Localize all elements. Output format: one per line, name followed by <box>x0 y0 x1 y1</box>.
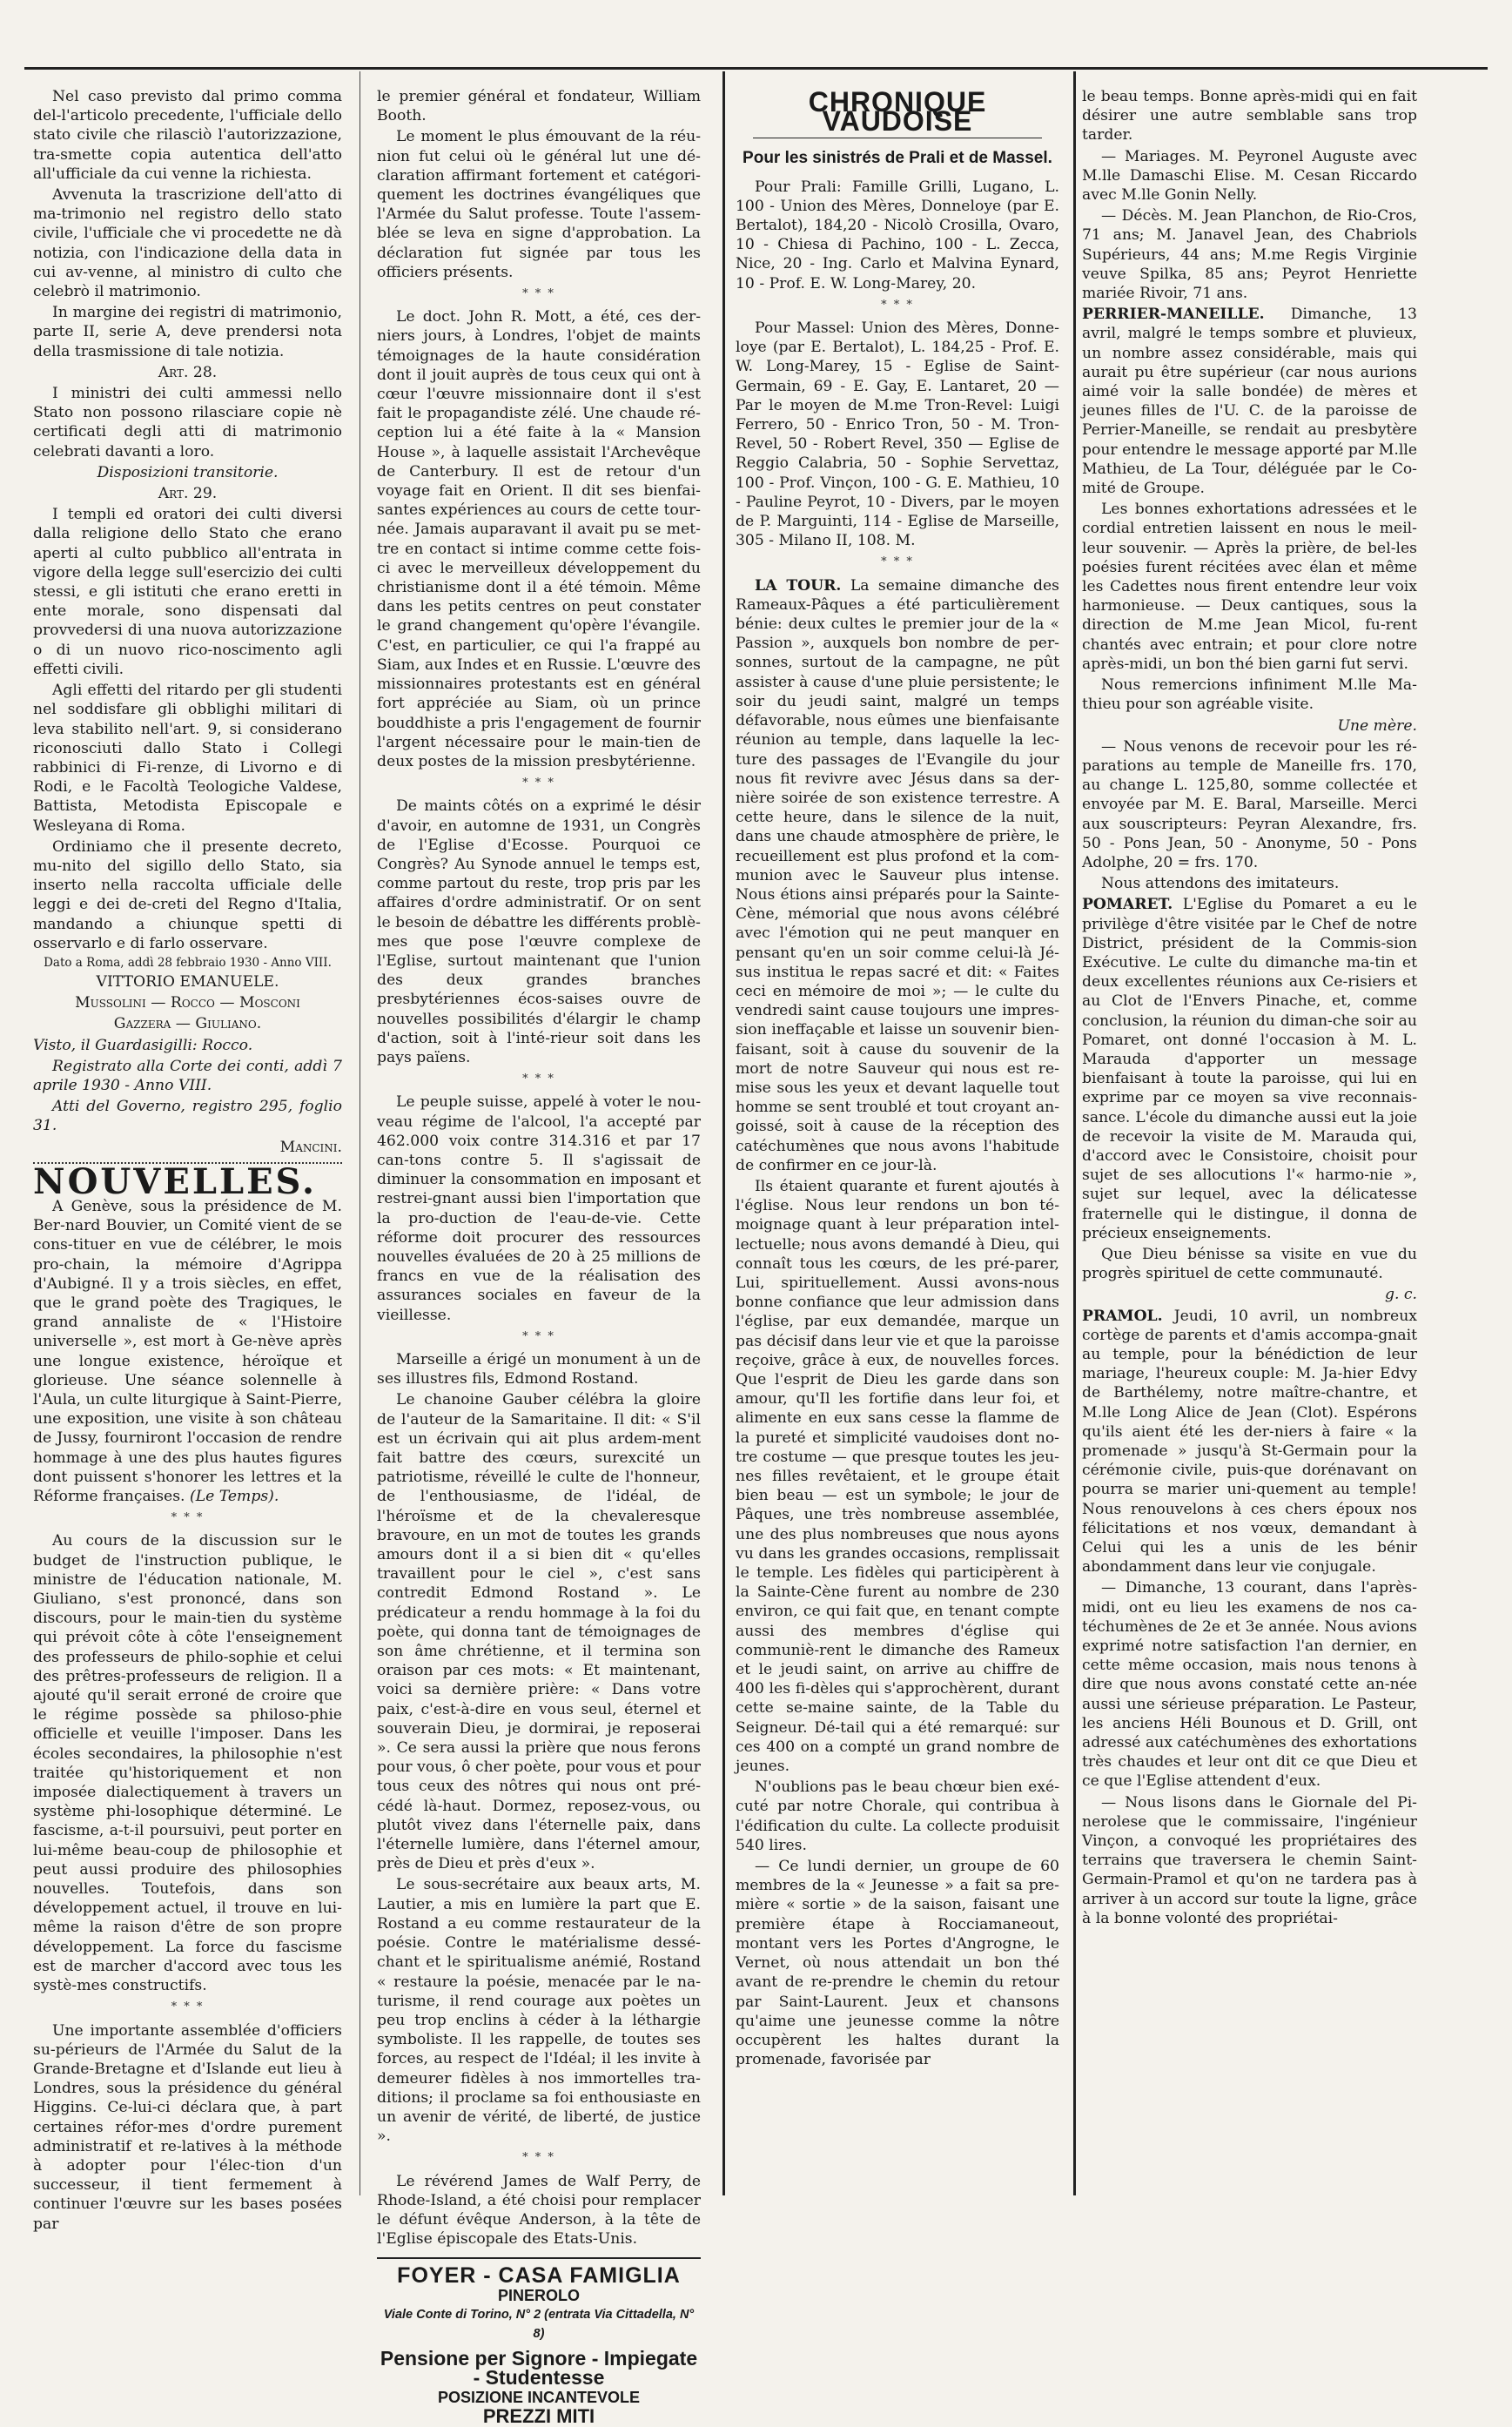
column-3 <box>736 87 1059 2194</box>
source: (Le Temps). <box>189 1488 279 1506</box>
registration: Registrato alla Corte dei conti, addì 7 aprile 1930 - Anno VIII. <box>33 1057 342 1094</box>
ad-title: FOYER - CASA FAMIGLIA <box>397 2263 681 2289</box>
paragraph: In margine dei registri di matrimonio, parte II, serie A, deve prendersi nota della trasmissione di tale notizia. <box>33 304 342 360</box>
ad-headline: Pensione per Signore - Impiegate - Studentesse <box>380 2347 698 2390</box>
paragraph: Une importante assemblée d'officiers su-périeurs de l'Armée du Salut de la Grande-Bretagne et d'Islande eut lieu à Londres, sous la présidence du général Higgins. Ce-lui-ci déclara que, à part certaines réfor-mes d'ordre purement administratif et re-latives à la méthode à adopter pour l'élec-tion d'un successeur, il tient fermement à continuer l'œuvre sur les bases posées par <box>33 2021 342 2233</box>
ad-price: PREZZI MITI <box>482 2404 595 2427</box>
article-number: Art. 29. <box>158 485 218 503</box>
signature: g. c. <box>1384 1286 1417 1304</box>
paragraph <box>1082 1307 1417 1577</box>
paragraph: Ordiniamo che il presente decreto, mu-nito del sigillo dello Stato, sia inserto nella raccolta ufficiale delle leggi e dei de-creti del Regno d'Italia, mandando a chiunque spetti di osservarlo e di farlo osservare. <box>33 837 342 952</box>
paragraph: — Mariages. M. Peyronel Auguste avec M.lle Damaschi Elise. M. Cesan Riccardo avec M.lle Gonin Nelly. <box>1082 147 1417 205</box>
paragraph-lead: POMARET. <box>1082 896 1173 914</box>
paragraph-lead: LA TOUR. <box>755 576 842 595</box>
paragraph: Que Dieu bénisse sa visite en vue du progrès spirituel de cette communauté. <box>1082 1245 1417 1283</box>
article-number: Art. 28. <box>158 363 218 381</box>
paragraph <box>33 1197 342 1506</box>
paragraph <box>1082 895 1417 1243</box>
paragraph: Le moment le plus émouvant de la réu-nion fut celui où le général lut une dé-claration affirmant fortement et catégori-quement les doctrines évangéliques que l'Armée du Salut professe. Toute l'assem-blée se leva en signe d'approbation. La déclaration fut signée par tous les officiers présents. <box>377 128 701 281</box>
paragraph: — Ce lundi dernier, un groupe de 60 membres de la « Jeunesse » a fait sa pre-mière « sortie » de la saison, faisant une première étape à Rocciamaneout, montant vers les Portes d'Angrogne, le Vernet, où nous attendait un bon thé avant de re-prendre le chemin du retour par Saint-Laurent. Jeux et chansons qu'aime une jeunesse comme la nôtre occupèrent les haltes durant la promenade, favorisée par <box>736 1858 1059 2069</box>
paragraph-lead: PERRIER-MANEILLE. <box>1082 306 1265 324</box>
paragraph: Marseille a érigé un monument à un de ses illustres fils, Edmond Rostand. <box>377 1351 701 1388</box>
paragraph: le beau temps. Bonne après-midi qui en fait désirer une autre semblable sans trop tarder. <box>1082 88 1417 145</box>
signatory: VITTORIO EMANUELE. <box>96 972 279 991</box>
separator: * * * <box>522 2151 555 2165</box>
separator: * * * <box>881 298 914 312</box>
separator: * * * <box>522 1329 555 1343</box>
paragraph-text: L'Eglise du Pomaret a eu le privilège d'être visitée par le Chef de notre District, président de la Commis-sion Exécutive. Le culte du dimanche ma-tin et deux excellentes réunions aux Ce-risiers et au Clot de l'Envers Pinache, et, comme conclusion, la réunion du diman-che soir au Pomaret, ont donné l'occasion à M. L. Marauda d'apporter un message bienfaisant à toute la paroisse, qui lui en exprime par ce moyen sa vive reconnais-sance. L'école du dimanche aussi eut la joie de recevoir la visite de M. Marauda qui, d'accord avec le Consistoire, choisit pour sujet de ses allocutions l'« harmo-nie », sujet sur lequel, avec la délicatesse fraternelle qui le distingue, il donna de précieux enseignements. <box>1082 896 1417 1242</box>
separator: * * * <box>171 1511 205 1525</box>
paragraph: I templi ed oratori dei culti diversi dalla religione dello Stato che erano aperti al culto pubblico all'entrata in vigore della legge sull'esercizio dei culti stessi, e gli istituti che erano eretti in ente morale, sono dispensati dal provvedersi di una nuova autorizzazione o di un nuovo rico-noscimento agli effetti civili. <box>33 506 342 678</box>
section-heading: Disposizioni transitorie. <box>97 463 279 481</box>
paragraph: Nous remercions infiniment M.lle Ma-thieu pour son agréable visite. <box>1082 676 1417 714</box>
paragraph: Nous attendons des imitateurs. <box>1101 875 1340 893</box>
top-rule <box>24 67 1488 70</box>
paragraph: le premier général et fondateur, William Booth. <box>377 88 701 125</box>
paragraph: — Nous lisons dans le Giornale del Pi-nerolese que le commissaire, l'ingénieur Vinçon, a convoqué les propriétaires des terrains que traversera le chemin Saint-Germain-Pramol et qu'on ne tardera pas à arriver à un accord sur toute la ligne, grâce à la bonne volonté des propriétai- <box>1082 1793 1417 1927</box>
paragraph-lead: PRAMOL. <box>1082 1307 1163 1325</box>
decree-date: Dato a Roma, addì 28 febbraio 1930 - Anno VIII. <box>44 955 332 970</box>
paragraph: N'oublions pas le beau chœur bien exé-cuté par notre Chorale, qui contribua à l'édification du culte. La collecte produisit 540 lires. <box>736 1778 1059 1854</box>
section-title: CHRONIQUE VAUDOISE <box>808 86 987 138</box>
column-2 <box>377 87 701 2427</box>
paragraph-text: La semaine dimanche des Rameaux-Pâques a été particulièrement bénie: deux cultes le premier jour de la « Passion », auxquels bon nombre de per-sonnes, surtout de la campagne, ne pût assister à cause d'une pluie persistente; le soir du jeudi saint, malgré un temps défavorable, nous eûmes une bienfaisante réunion au temple, dans laquelle la lec-ture des passages de l'Evangile du jour nous fit revivre avec Jésus dans sa der-nière soirée de son existence terrestre. A cette heure, dans le silence de la nuit, dans une chaude atmosphère de prière, le recueillement est plus profond et la com-munion avec le Sauveur plus intense. Nous étions ainsi préparés pour la Sainte-Cène, mémorial que nous avons célébré avec l'émotion qui ne peut manquer en pensant qu'en un soir comme celui-là Jé-sus institua le repas sacré et dit: « Faites ceci en mémoire de moi »; — le culte du vendredi saint cause toujours une impres-sion ineffaçable et laisse un souvenir bien-faisant, soit à cause du souvenir de la mort de notre Sauveur qui nous est re-mise sous les yeux et devant laquelle tout homme se sent troublé et tout croyant an-goissé, soit à cause de la réception des catéchumènes que nous avons l'habitude de confirmer en ce jour-là. <box>736 576 1059 1174</box>
ministers: Mussolini — Rocco — Mosconi <box>75 994 300 1012</box>
paragraph <box>736 576 1059 1175</box>
paragraph: Le peuple suisse, appelé à voter le nou-veau régime de l'alcool, l'a accepté par 462.000 voix contre 314.316 et par 17 can-tons contre 5. Il s'agissait de diminuer la consommation en imposant et restrei-gnant aussi bien l'importation que la pro-duction de l'eau-de-vie. Cette réforme doit procurer des ressources nouvelles évaluées de 20 à 25 millions de francs en vue de la réalisation des assurances sociales en faveur de la vieillesse. <box>377 1093 701 1324</box>
ad-city: PINEROLO <box>497 2286 580 2304</box>
ad-feature: POSIZIONE INCANTEVOLE <box>437 2388 641 2406</box>
column-1 <box>33 87 342 2233</box>
paragraph: Ils étaient quarante et furent ajoutés à l'église. Nous leur rendons un bon té-moignage quant à leur préparation intel-lectuelle; nous avons demandé à Dieu, qui connaît tous les cœurs, de les pré-parer, Lui, spirituellement. Aussi avons-nous bonne confiance que leur admission dans l'église, par eux demandée, marque un pas décisif dans leur vie et que la paroisse reçoive, grâce à eux, de nouvelles forces. Que l'esprit de Dieu les garde dans son amour, qu'Il les fortifie dans leur foi, et alimente en eux sans cesse la flamme de la pureté et simplicité vaudoises dont no-tre costume — que presque toutes les jeu-nes filles revêtaient, et le groupe était bien beau — est un symbole; le jour de Pâques, une très nombreuse assemblée, une des plus nombreuses que nous ayons vu dans les grandes occasions, remplissait le temple. Les fidèles qui participèrent à la Sainte-Cène furent au nombre de 230 environ, ce qui fait que, en tenant compte aussi des membres d'église qui communiè-rent le dimanche des Rameux et le jeudi saint, on arrive au chiffre de 400 les fi-dèles qui s'approchèrent, durant cette se-maine sainte, de la Table du Seigneur. Dé-tail qui a été remarqué: sur ces 400 on a compté un grand nombre de jeunes. <box>736 1177 1059 1776</box>
separator: * * * <box>171 2000 205 2014</box>
ministers: Gazzera — Giuliano. <box>113 1015 262 1033</box>
registration: Atti del Governo, registro 295, foglio 31. <box>33 1098 342 1135</box>
paragraph: De maints côtés on a exprimé le désir d'avoir, en automne de 1931, un Congrès de l'Eglise d'Ecosse. Pourquoi ce Congrès? Au Synode annuel le temps est, comme partout du reste, trop pris par les affaires d'ordre administratif. Or on sent le besoin de débattre les différents problè-mes que pose l'œuvre complexe de l'Eglise, surtout maintenant que l'union des deux grandes branches presbytériennes écos-saises ouvre de nouvelles possibilités d'élargir le champ d'action, soit à l'inté-rieur soit dans les pays païens. <box>377 797 701 1066</box>
paragraph: Nel caso previsto dal primo comma del-l'articolo precedente, l'ufficiale dello stato civile che rilasciò l'autorizzazione, tra-smette copia autentica dell'atto all'ufficiale da cui venne la richiesta. <box>33 88 342 183</box>
paragraph <box>736 319 1059 550</box>
paragraph-text: A Genève, sous la présidence de M. Ber-nard Bouvier, un Comité vient de se cons-tituer en vue de célébrer, le mois pro-chain, la mémoire d'Agrippa d'Aubigné. Il y a trois siècles, en effet, que le grand poète des Tragiques, le grand annaliste de « l'Histoire universelle », est mort à Ge-nève après une longue existence, héroïque et glorieuse. Une séance solennelle à l'Aula, un culte liturgique à Saint-Pierre, une exposition, une visite à son château de Jussy, fourniront l'occasion de rendre hommage à une des plus hautes figures dont puissent s'honorer les lettres et la Réforme françaises. <box>33 1197 342 1506</box>
paragraph-text: Dimanche, 13 avril, malgré le temps sombre et pluvieux, un nombre assez considérable, mais qui aurait pu être supérieur (car nous aurions aimé voir la salle bondée) de mères et jeunes filles de l'U. C. de la paroisse de Perrier-Maneille, se rendait au presbytère pour entendre le message apporté par M.lle Mathieu, de La Tour, déléguée par le Co-mité de Groupe. <box>1082 306 1417 498</box>
paragraph: Au cours de la discussion sur le budget de l'instruction publique, le ministre de l'éducation nationale, M. Giuliano, s'est prononcé, dans son discours, pour le main-tien du système qui prévoit côte à côte l'enseignement des professeurs de philo-sophie et celui des prêtres-professeurs de religion. Il a ajouté qu'il serait erroné de croire que le régime possède sa philoso-phie officielle et veuille l'imposer. Dans les écoles secondaires, la philosophie n'est traitée qu'historiquement et non imposée dialectiquement à travers un système phi-losophique déterminé. Le fascisme, a-t-il poursuivi, peut porter en lui-même beau-coup de philosophie et peut aussi produire des philosophies nouvelles. Toutefois, dans son développement actuel, il trouve en lui-même la raison d'être de son propre développement. La force du fascisme est de marcher d'accord avec tous les systè-mes constructifs. <box>33 1532 342 1995</box>
paragraph: Le chanoine Gauber célébra la gloire de l'auteur de la Samaritaine. Il dit: « S'il est un écrivain qui ait plus ardem-ment fait battre des cœurs, surexcité un patriotisme, réveillé le culte de l'honneur, de l'enthousiasme, de l'idéal, de l'héroïsme et de la chevaleresque bravoure, en un mot de toutes les grands amours dont il a si bien dit « qu'elles travaillent pour le ciel », c'est sans contredit Edmond Rostand ». Le prédicateur a rendu hommage à la foi du poète, qui donna tant de témoignages de son âme chrétienne, et il termina son oraison par ces mots: « Et maintenant, voici sa dernière prière: « Dans votre paix, c'est-à-dire en vous seul, éternel et souverain Dieu, je dormirai, je reposerai ». Ce sera aussi la prière que nous ferons pour vous, ô cher poète, pour vous et pour tous ceux des nôtres qui nous ont pré-cédé là-haut. Dormez, reposez-vous, ou plutôt vivez dans l'éternelle paix, dans l'éternelle lumière, dans l'éternel amour, près de Dieu et près d'eux ». <box>377 1391 701 1873</box>
paragraph: Agli effetti del ritardo per gli studenti nel soddisfare gli obblighi militari di leva stabilito nell'art. 9, si considerano riconosciuti dallo Stato i Collegi rabbinici di Fi-renze, di Livorno e di Rodi, e le Facoltà Teologiche Valdese, Battista, Metodista Episcopale e Wesleyana di Roma. <box>33 682 342 835</box>
paragraph: Les bonnes exhortations adressées et le cordial entretien laissent en nous le meil-leur souvenir. — Après la prière, de bel-les poésies furent récitées avec élan et même les Cadettes nous firent entendre leur voix harmonieuse. — Deux cantiques, sous la direction de M.me Jean Micol, fu-rent chantés avec entrain; et pour clore notre après-midi, un bon thé bien garni fut servi. <box>1082 501 1417 673</box>
paragraph: — Dimanche, 13 courant, dans l'après-midi, ont eu lieu les examens de nos ca-téchumènes de 2e et 3e année. Nous avions exprimé notre satisfaction l'an dernier, en cette même occasion, mais nous tenons à dire que nous avons constaté cette an-née aussi une sérieuse préparation. Le Pasteur, les anciens Héli Bounous et D. Grill, ont adressé aux catéchumènes des exhortations très chaudes et leur ont dit ce que Dieu et ce que l'Eglise attendent d'eux. <box>1082 1579 1417 1791</box>
paragraph: — Décès. M. Jean Planchon, de Rio-Cros, 71 ans; M. Janavel Jean, des Chabriols Supérieurs, 44 ans; M.me Regis Virginie veuve Spilka, 85 ans; Peyrot Henriette mariée Rivoir, 71 ans. <box>1082 207 1417 303</box>
signature: Une mère. <box>1337 716 1417 735</box>
ad-address: Viale Conte di Torino, N° 2 (entrata Via Cittadella, N° 8) <box>383 2307 695 2341</box>
signature: M. <box>895 532 916 550</box>
paragraph-text: Jeudi, 10 avril, un nombreux cortège de parents et d'amis accompa-gnait au temple, pour la bénédiction de leur mariage, l'heureux couple: M. Ja-hier Edvy de Barthélemy, notre maître-chantre, et M.lle Long Alice de Jean (Clot). Espérons qu'ils aient été les der-niers à faire « la promenade » jusqu'à St-Germain pour la cérémonie civile, puis-que dorénavant on pourra se marier uni-quement au temple! Nous renouvelons à ces chers époux nos félicitations et nos vœux, demandant à Celui qui les a unis de les bénir abondamment dans leur vie conjugale. <box>1082 1307 1417 1577</box>
advertisement <box>377 2257 701 2426</box>
paragraph-text: Pour Massel: Union des Mères, Donne-loye (par E. Bertalot), L. 184,25 - Prof. E. W. Long-Marey, 15 - Eglise de Saint-Germain, 69 - E. Gay, E. Lantaret, 20 — Par le moyen de M.me Tron-Revel: Luigi Ferrero, 50 - Enrico Tron, 50 - M. Tron-Revel, 50 - Robert Revel, 350 — Eglise de Reggio Calabria, 50 - Sophie Servettaz, 100 - Prof. Vinçon, 100 - G. E. Mathieu, 10 - Pauline Peyrot, 10 - Divers, par le moyen de P. Marguinti, 114 - Eglise de Marseille, 305 - Milano II, 108. <box>736 319 1059 550</box>
column-4 <box>1082 87 1417 2194</box>
separator: * * * <box>522 1072 555 1086</box>
paragraph: Le révérend James de Walf Perry, de Rhode-Island, a été choisi pour remplacer le défunt évêque Anderson, à la tête de l'Eglise épiscopale des Etats-Unis. <box>377 2172 701 2249</box>
paragraph: Pour Prali: Famille Grilli, Lugano, L. 100 - Union des Mères, Donneloye (par E. Bertalot), 184,20 - Nicolò Crosilla, Ovaro, 10 - Chiesa di Pachino, 100 - L. Zecca, Nice, 20 - Ing. Carlo et Malvina Eynard, 10 - Prof. E. W. Long-Marey, 20. <box>736 178 1059 292</box>
signatory: Mancini. <box>279 1138 342 1156</box>
paragraph: Avvenuta la trascrizione dell'atto di ma-trimonio nel registro dello stato civile, l'ufficiale che vi procedette ne dà notizia, con l'indicazione della data in cui av-venne, al ministro di culto che celebrò il matrimonio. <box>33 186 342 301</box>
separator: * * * <box>522 777 555 790</box>
paragraph <box>1082 305 1417 498</box>
paragraph: — Nous venons de recevoir pour les ré-parations au temple de Maneille frs. 170, au change L. 125,80, somme collectée et envoyée par M. E. Baral, Marseille. Merci aux souscripteurs: Peyran Alexandre, frs. 50 - Pons Jean, 50 - Anonyme, 50 - Pons Adolphe, 20 = frs. 170. <box>1082 737 1417 871</box>
section-subtitle: Pour les sinistrés de Prali et de Massel. <box>743 149 1052 168</box>
visto: Visto, il Guardasigilli: Rocco. <box>33 1036 253 1054</box>
paragraph: Le doct. John R. Mott, a été, ces der-niers jours, à Londres, l'objet de maints témoignages de la haute considération dont il jouit auprès de tous ceux qui ont à cœur l'œuvre missionnaire dont il s'est fait le propagandiste zélé. Une chaude ré-ception lui a été faite à la « Mansion House », à laquelle assistait l'Archevêque de Canterbury. Il est de retour d'un voyage fait en Orient. Il dit ses bienfai-santes expériences au cours de cette tour-née. Jamais auparavant il avait pu se met-tre en contact si intime comme cette fois-ci avec le merveilleux développement du christianisme dont il a été témoin. Même dans les petits centres on peut constater le grand changement qu'opère l'évangile. C'est, en particulier, ce qui l'a frappé au Siam, aux Indes et en Russie. L'œuvre des missionnaires protestants est en général fort appréciée au Siam, où un prince bouddhiste a pris l'engagement de fournir l'argent nécessaire pour le main-tien de deux postes de la mission presbytérienne. <box>377 308 701 770</box>
separator: * * * <box>881 555 914 569</box>
section-title: NOUVELLES. <box>33 1160 317 1202</box>
separator: * * * <box>522 287 555 301</box>
paragraph: Le sous-secrétaire aux beaux arts, M. Lautier, a mis en lumière la part que E. Rostand a eu comme restaurateur de la poésie. Contre le matérialisme dessé-chant et le spiritualisme anémié, Rostand « restaure la poésie, menacée par le na-turisme, il rend courage aux poètes un peu trop enclins à céder à la léthargie symboliste. Il les rappelle, de toutes ses forces, au respect de l'Idéal; il les invite à demeurer fidèles à nos immortelles tra-ditions; il proclame sa foi enthousiaste en un avenir de vérité, de liberté, de justice ». <box>377 1876 701 2146</box>
paragraph: I ministri dei culti ammessi nello Stato non possono rilasciare copie nè certificati degli atti di matrimonio celebrati davanti a loro. <box>33 385 342 461</box>
